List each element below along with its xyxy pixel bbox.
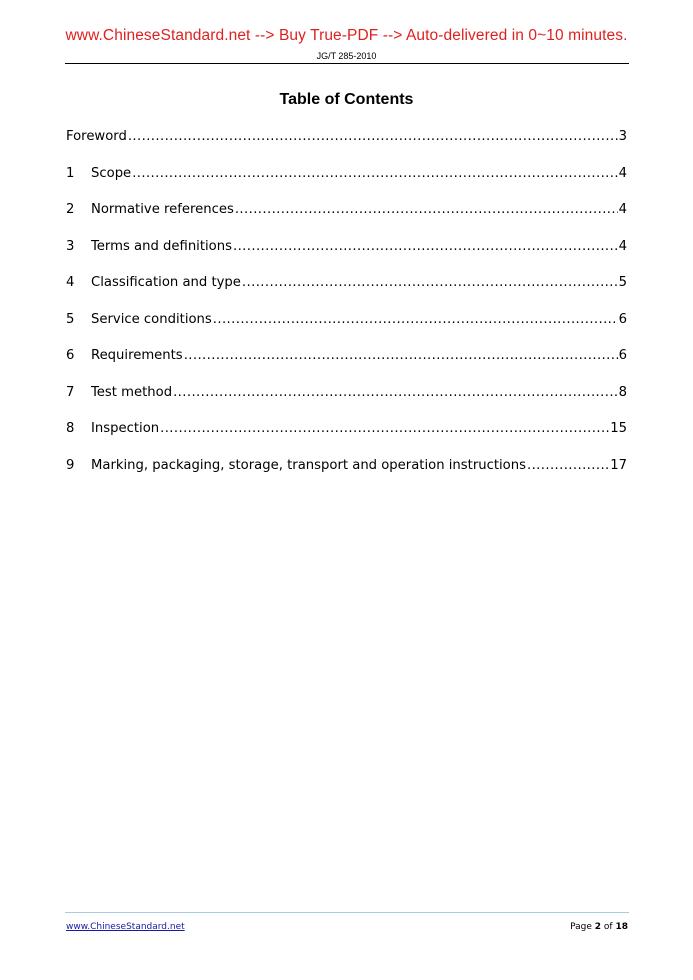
toc-leader-dots xyxy=(184,345,618,367)
toc-entry-number: 4 xyxy=(66,275,75,290)
toc-entry-page: 6 xyxy=(618,311,627,327)
header-divider xyxy=(65,63,629,64)
standard-code: JG/T 285-2010 xyxy=(316,51,377,61)
toc-entry-number: 8 xyxy=(66,421,75,436)
toc-entry-page: 4 xyxy=(618,202,627,217)
page-prefix: Page xyxy=(570,922,592,932)
toc-entry-page: 5 xyxy=(618,275,627,290)
footer-page-indicator xyxy=(570,922,628,932)
toc-leader-dots xyxy=(527,455,609,477)
toc-entry-scope[interactable] xyxy=(66,163,627,200)
toc-entry-text: Foreword xyxy=(66,129,127,144)
toc-leader-dots xyxy=(128,126,618,148)
toc-leader-dots xyxy=(242,272,618,294)
toc-title: Table of Contents xyxy=(279,91,414,108)
toc-entry-foreword[interactable] xyxy=(66,126,627,163)
page-separator: of xyxy=(603,922,613,932)
toc-entry-text: Scope xyxy=(91,165,132,181)
toc-entry-text: Marking, packaging, storage, transport and operation instructions xyxy=(91,457,526,473)
toc-entry-text: Requirements xyxy=(91,348,183,363)
toc-leader-dots xyxy=(132,163,617,185)
total-pages-number: 18 xyxy=(615,922,628,932)
toc-entry-number: 2 xyxy=(66,202,75,217)
toc-leader-dots xyxy=(233,236,618,258)
toc-entry-number: 1 xyxy=(66,165,75,181)
toc-entry-service-conditions[interactable] xyxy=(66,309,627,346)
toc-entry-number: 3 xyxy=(66,238,75,254)
footer-site-link[interactable]: www.ChineseStandard.net xyxy=(66,922,185,932)
toc-entry-normative-references[interactable] xyxy=(66,199,627,236)
toc-entry-terms-and-definitions[interactable] xyxy=(66,236,627,273)
toc-entry-page: 8 xyxy=(618,384,627,400)
toc-leader-dots xyxy=(235,199,618,221)
toc-entry-page: 4 xyxy=(618,238,627,254)
toc-entry-text: Normative references xyxy=(91,202,234,217)
table-of-contents xyxy=(66,126,627,491)
toc-entry-requirements[interactable] xyxy=(66,345,627,382)
toc-entry-page: 6 xyxy=(618,348,627,363)
toc-entry-classification-and-type[interactable] xyxy=(66,272,627,309)
toc-entry-number: 6 xyxy=(66,348,75,363)
toc-entry-number: 5 xyxy=(66,311,75,327)
toc-entry-text: Inspection xyxy=(91,421,160,436)
toc-entry-text: Classification and type xyxy=(91,275,241,290)
toc-leader-dots xyxy=(213,309,618,331)
toc-entry-marking-packaging[interactable] xyxy=(66,455,627,492)
toc-leader-dots xyxy=(173,382,618,404)
toc-entry-text: Terms and definitions xyxy=(91,238,232,254)
toc-entry-page: 15 xyxy=(610,421,627,436)
toc-entry-number: 7 xyxy=(66,384,75,400)
footer-divider xyxy=(65,912,629,913)
toc-entry-page: 3 xyxy=(618,129,627,144)
current-page-number: 2 xyxy=(594,922,602,932)
toc-entry-text: Service conditions xyxy=(91,311,212,327)
toc-entry-inspection[interactable] xyxy=(66,418,627,455)
header-banner[interactable]: www.ChineseStandard.net --> Buy True-PDF --> Auto-delivered in 0~10 minutes. xyxy=(65,27,628,44)
toc-entry-number: 9 xyxy=(66,457,75,473)
toc-entry-text: Test method xyxy=(91,384,173,400)
toc-leader-dots xyxy=(160,418,609,440)
toc-entry-page: 17 xyxy=(610,457,627,473)
toc-entry-test-method[interactable] xyxy=(66,382,627,419)
toc-entry-page: 4 xyxy=(618,165,627,181)
